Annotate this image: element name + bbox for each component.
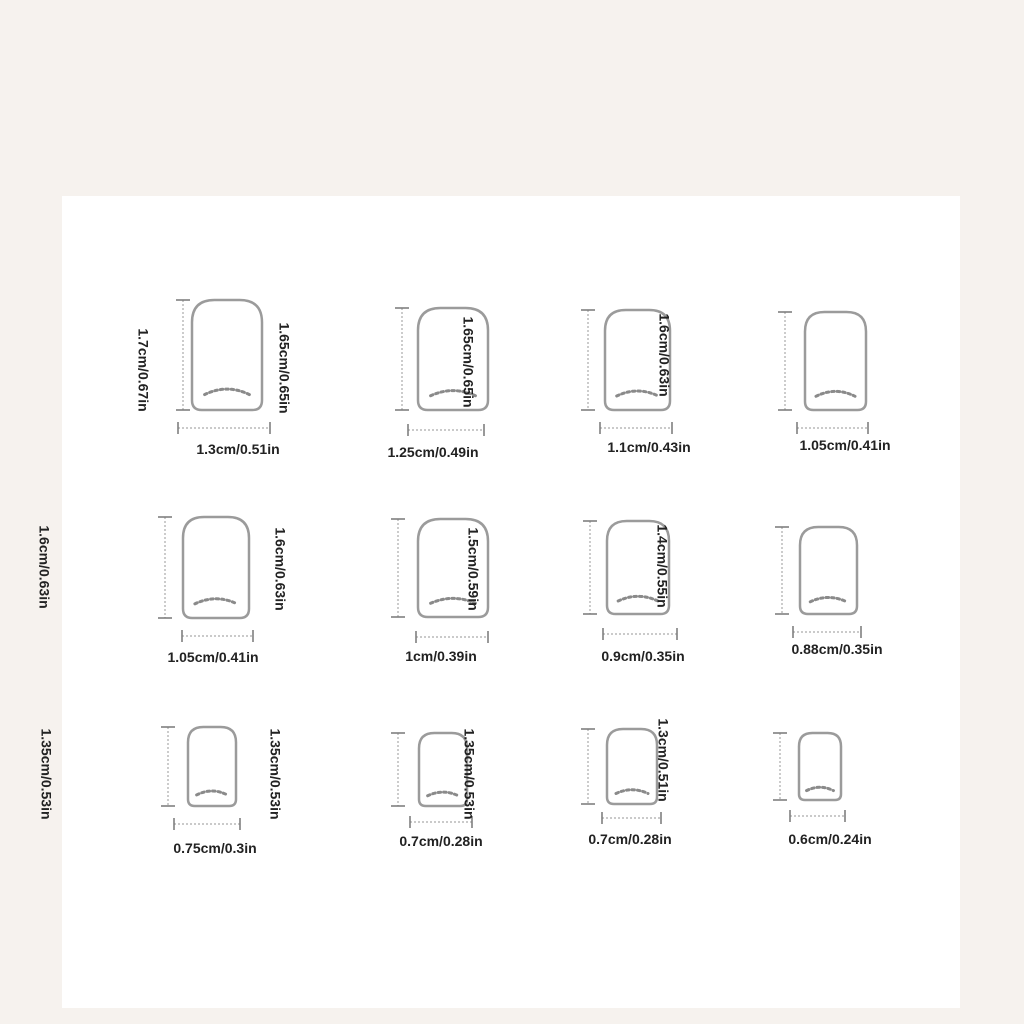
- nail-tip-1: [135, 300, 279, 457]
- height-label: 1.3cm/0.51in: [655, 718, 672, 802]
- nail-tip-11: [461, 728, 671, 847]
- nail-tip-9: [38, 727, 256, 856]
- nail-outline: [418, 308, 488, 410]
- width-label: 0.88cm/0.35in: [791, 641, 883, 657]
- nail-tip-5: [36, 517, 258, 665]
- width-label: 1.1cm/0.43in: [607, 439, 691, 455]
- height-label: 1.65cm/0.65in: [460, 316, 477, 408]
- width-label: 1.3cm/0.51in: [196, 441, 280, 457]
- nail-outline: [419, 733, 467, 806]
- width-label: 0.7cm/0.28in: [588, 831, 672, 847]
- nail-outline: [192, 300, 262, 410]
- height-label: 1.6cm/0.63in: [272, 527, 289, 611]
- width-label: 0.6cm/0.24in: [788, 831, 872, 847]
- nail-outline: [607, 729, 657, 804]
- height-label: 1.65cm/0.65in: [276, 322, 293, 414]
- width-label: 0.9cm/0.35in: [601, 648, 685, 664]
- height-label: 1.35cm/0.53in: [267, 728, 284, 820]
- width-label: 1.05cm/0.41in: [799, 437, 891, 453]
- height-label: 1.5cm/0.59in: [465, 527, 482, 611]
- width-label: 1.25cm/0.49in: [387, 444, 479, 460]
- nail-outline: [188, 727, 236, 806]
- nail-tip-3: [460, 310, 690, 455]
- nail-tip-7: [465, 521, 684, 664]
- nail-tip-10: [267, 728, 482, 849]
- width-label: 1cm/0.39in: [405, 648, 477, 664]
- nail-outline: [800, 527, 857, 614]
- nail-tip-4: [656, 312, 890, 453]
- height-label: 1.4cm/0.55in: [654, 524, 671, 608]
- height-label: 1.35cm/0.53in: [38, 728, 55, 820]
- nail-tip-2: [276, 308, 488, 460]
- nail-outline: [805, 312, 866, 410]
- width-label: 0.7cm/0.28in: [399, 833, 483, 849]
- nail-tip-6: [272, 519, 488, 664]
- height-label: 1.6cm/0.63in: [656, 313, 673, 397]
- height-label: 1.7cm/0.67in: [135, 328, 152, 412]
- width-label: 0.75cm/0.3in: [173, 840, 257, 856]
- height-label: 1.6cm/0.63in: [36, 525, 53, 609]
- nail-outline: [183, 517, 249, 618]
- width-label: 1.05cm/0.41in: [167, 649, 259, 665]
- height-label: 1.35cm/0.53in: [461, 728, 478, 820]
- nail-tip-8: [654, 524, 882, 657]
- nail-tip-12: [655, 718, 871, 847]
